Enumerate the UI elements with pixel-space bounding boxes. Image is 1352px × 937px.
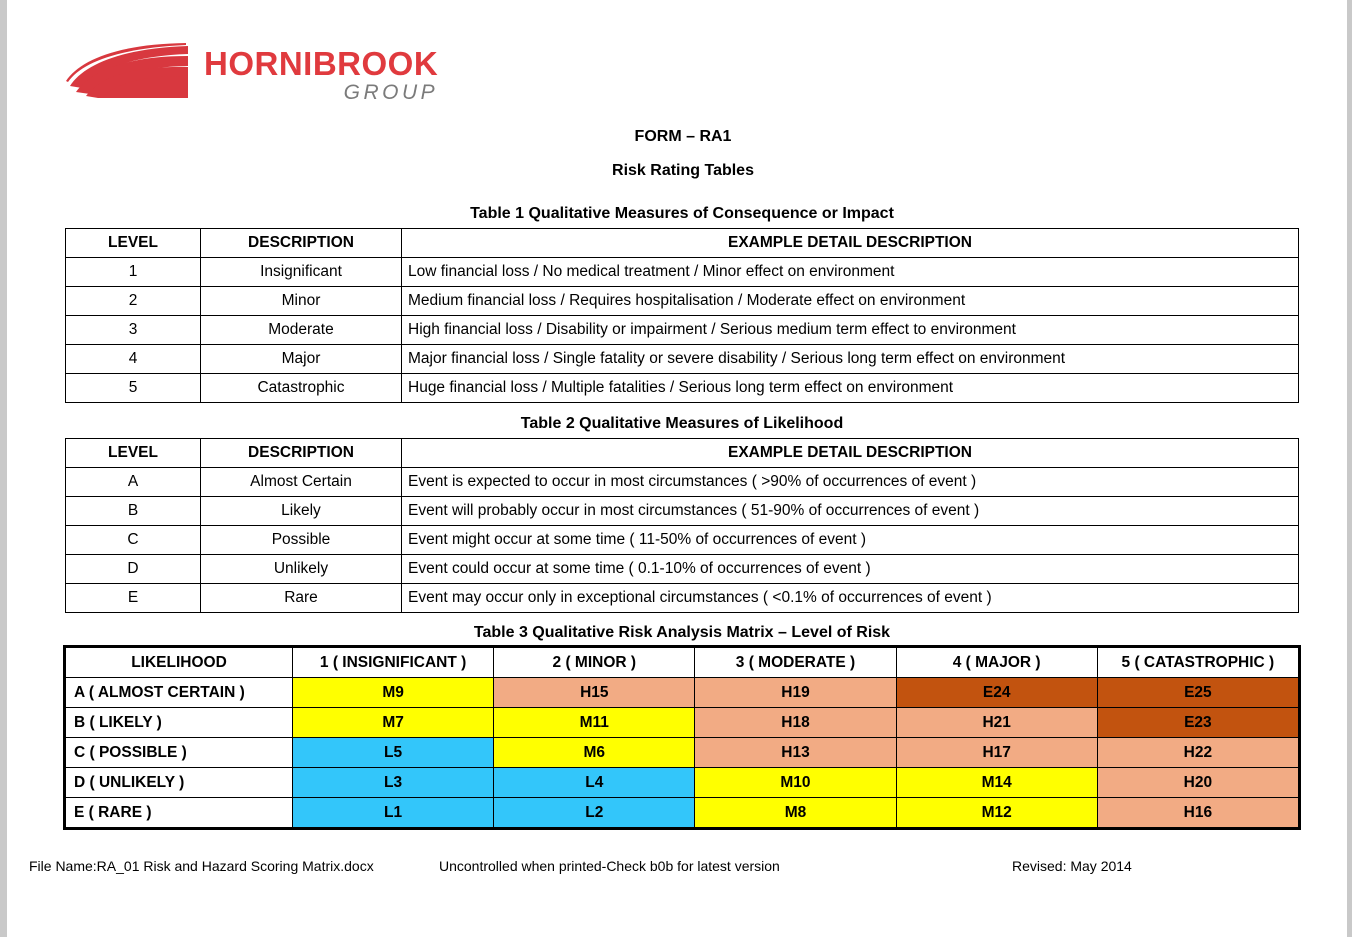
matrix-likelihood-header: E ( RARE ) [66,798,293,828]
table-row [66,258,1299,287]
matrix-cell: E24 [896,678,1097,708]
table3-caption: Table 3 Qualitative Risk Analysis Matrix – Level of Risk [473,624,891,641]
matrix-body [66,678,1299,828]
table1-cell-example: Major financial loss / Single fatality or severe disability / Serious long term effect on environment [402,345,1299,374]
matrix-consequence-header: 5 ( CATASTROPHIC ) [1097,648,1298,678]
footer-revised: Revised: May 2014 [1012,858,1132,874]
table-row [66,468,1299,497]
brand-name: HORNIBROOK [204,45,439,82]
table1-header-example: EXAMPLE DETAIL DESCRIPTION [402,229,1299,258]
matrix-cell: L2 [494,798,695,828]
table2-cell-example: Event could occur at some time ( 0.1-10% of occurrences of event ) [402,555,1299,584]
matrix-consequence-header: 4 ( MAJOR ) [896,648,1097,678]
table-row [66,526,1299,555]
table1-header-description: DESCRIPTION [201,229,402,258]
table2-cell-example: Event might occur at some time ( 11-50% of occurrences of event ) [402,526,1299,555]
brand-logo [62,40,438,108]
hornibrook-swoosh-icon [62,40,194,102]
table2-cell-example: Event may occur only in exceptional circumstances ( <0.1% of occurrences of event ) [402,584,1299,613]
matrix-consequence-header: 2 ( MINOR ) [494,648,695,678]
matrix-cell: H19 [695,678,896,708]
matrix-likelihood-header: D ( UNLIKELY ) [66,768,293,798]
table1-cell-description: Insignificant [201,258,402,287]
brand-wordmark [204,47,438,103]
table2-body [66,468,1299,613]
table2-cell-description: Unlikely [201,555,402,584]
table1-cell-level: 2 [66,287,201,316]
table-row [66,345,1299,374]
page-footer [29,858,1329,874]
risk-analysis-matrix [65,647,1299,828]
table1-cell-description: Minor [201,287,402,316]
table-row [66,316,1299,345]
table1-cell-example: High financial loss / Disability or impairment / Serious medium term effect to environment [402,316,1299,345]
matrix-cell: L3 [293,768,494,798]
matrix-cell: L5 [293,738,494,768]
table1-cell-example: Low financial loss / No medical treatment / Minor effect on environment [402,258,1299,287]
matrix-cell: H13 [695,738,896,768]
table1-consequence [65,228,1299,403]
table1-cell-example: Medium financial loss / Requires hospitalisation / Moderate effect on environment [402,287,1299,316]
matrix-cell: H15 [494,678,695,708]
matrix-consequence-header: 1 ( INSIGNIFICANT ) [293,648,494,678]
table2-cell-description: Almost Certain [201,468,402,497]
brand-subname: GROUP [343,81,439,104]
matrix-row [66,798,1299,828]
matrix-cell: M9 [293,678,494,708]
table1-section [65,205,1299,403]
table1-cell-level: 1 [66,258,201,287]
form-title: FORM – RA1 [634,128,732,145]
matrix-row [66,738,1299,768]
matrix-cell: M8 [695,798,896,828]
table2-cell-description: Likely [201,497,402,526]
table2-cell-level: D [66,555,201,584]
matrix-cell: E25 [1097,678,1298,708]
matrix-row [66,678,1299,708]
table1-cell-level: 5 [66,374,201,403]
matrix-cell: H16 [1097,798,1298,828]
matrix-cell: M12 [896,798,1097,828]
matrix-cell: M10 [695,768,896,798]
matrix-cell: H21 [896,708,1097,738]
table1-header-level: LEVEL [66,229,201,258]
table1-cell-level: 3 [66,316,201,345]
matrix-header-row [66,648,1299,678]
table1-cell-description: Major [201,345,402,374]
matrix-cell: H17 [896,738,1097,768]
table-row [66,497,1299,526]
matrix-cell: H18 [695,708,896,738]
table1-cell-description: Catastrophic [201,374,402,403]
table2-cell-level: B [66,497,201,526]
matrix-corner-header: LIKELIHOOD [66,648,293,678]
table2-cell-level: A [66,468,201,497]
table2-header-level: LEVEL [66,439,201,468]
table-row [66,584,1299,613]
table-row [66,374,1299,403]
table-row [66,287,1299,316]
footer-notice: Uncontrolled when printed-Check b0b for latest version [439,858,780,874]
table2-cell-example: Event will probably occur in most circumstances ( 51-90% of occurrences of event ) [402,497,1299,526]
table1-cell-example: Huge financial loss / Multiple fatalities / Serious long term effect on environment [402,374,1299,403]
table-row [66,555,1299,584]
matrix-likelihood-header: C ( POSSIBLE ) [66,738,293,768]
table2-section [65,415,1299,613]
matrix-cell: L4 [494,768,695,798]
matrix-cell: M6 [494,738,695,768]
table2-cell-example: Event is expected to occur in most circumstances ( >90% of occurrences of event ) [402,468,1299,497]
matrix-cell: M14 [896,768,1097,798]
table-header-row [66,439,1299,468]
table2-cell-description: Possible [201,526,402,555]
table2-header-example: EXAMPLE DETAIL DESCRIPTION [402,439,1299,468]
table1-cell-description: Moderate [201,316,402,345]
matrix-cell: H22 [1097,738,1298,768]
table3-section [65,624,1299,828]
table1-body [66,258,1299,403]
table1-caption: Table 1 Qualitative Measures of Consequence or Impact [470,205,894,222]
matrix-row [66,708,1299,738]
matrix-likelihood-header: B ( LIKELY ) [66,708,293,738]
table-header-row [66,229,1299,258]
matrix-likelihood-header: A ( ALMOST CERTAIN ) [66,678,293,708]
matrix-consequence-header: 3 ( MODERATE ) [695,648,896,678]
table2-cell-description: Rare [201,584,402,613]
matrix-row [66,768,1299,798]
footer-file-name: File Name:RA_01 Risk and Hazard Scoring Matrix.docx [29,858,374,874]
document-subtitle: Risk Rating Tables [612,162,754,179]
table2-likelihood [65,438,1299,613]
table2-cell-level: C [66,526,201,555]
matrix-cell: M7 [293,708,494,738]
matrix-cell: M11 [494,708,695,738]
matrix-cell: E23 [1097,708,1298,738]
matrix-cell: L1 [293,798,494,828]
table2-caption: Table 2 Qualitative Measures of Likelihood [520,415,844,432]
table2-header-description: DESCRIPTION [201,439,402,468]
table2-cell-level: E [66,584,201,613]
table1-cell-level: 4 [66,345,201,374]
matrix-cell: H20 [1097,768,1298,798]
